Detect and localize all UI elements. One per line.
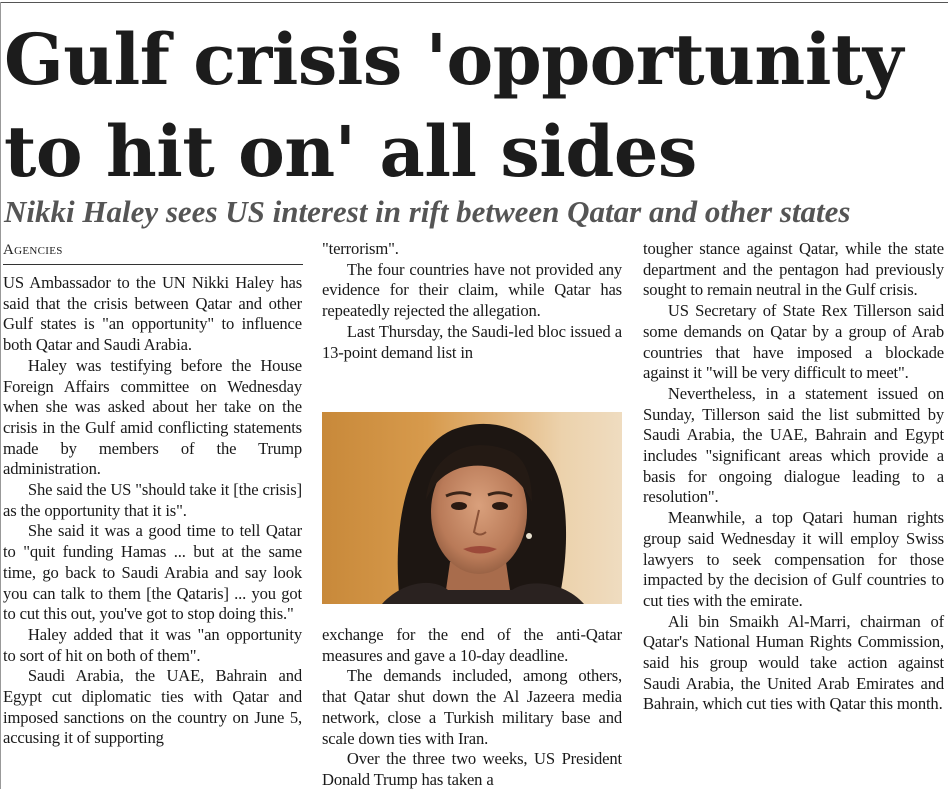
paragraph: The four countries have not provided any evidence for their claim, while Qatar has repeatedly rejected the allegation. <box>322 259 622 321</box>
paragraph: She said the US "should take it [the crisis] as the opportunity that it is". <box>3 480 302 520</box>
paragraph: She said it was a good time to tell Qatar to "quit funding Hamas ... but at the same time, go back to Saudi Arabia and say look you can talk to them [the Qataris] ... you got to cut this out, you've got to stop doing this." <box>3 521 302 624</box>
top-rule <box>0 2 948 3</box>
paragraph: Nevertheless, in a statement issued on Sunday, Tillerson said the list submitted by Saudi Arabia, the UAE, Bahrain and Egypt includes "significant areas which provide a basis for ongoing dialogue leading to a resolution". <box>643 383 944 507</box>
article-column-2-bottom <box>322 625 622 791</box>
paragraph: Haley was testifying before the House Foreign Affairs committee on Wednesday when she was asked about her take on the crisis in the Gulf amid conflicting statements made by members of the Trump administration. <box>3 355 302 479</box>
paragraph: Saudi Arabia, the UAE, Bahrain and Egypt cut diplomatic ties with Qatar and imposed sanctions on the country on June 5, accusing it of supporting <box>3 666 302 748</box>
paragraph: "terrorism". <box>322 239 399 258</box>
article-column-2-top <box>322 239 622 363</box>
byline: Agencies <box>3 241 303 265</box>
paragraph: exchange for the end of the anti-Qatar measures and gave a 10-day deadline. <box>322 625 622 665</box>
article-column-3 <box>643 239 944 715</box>
paragraph: Haley added that it was "an opportunity to sort of hit on both of them". <box>3 624 302 665</box>
paragraph: Meanwhile, a top Qatari human rights group said Wednesday it will employ Swiss lawyers to seek compensation for those impacted by the decision of Gulf countries to cut ties with the emirate. <box>643 508 944 610</box>
paragraph: tougher stance against Qatar, while the state department and the pentagon had previously sought to remain neutral in the Gulf crisis. <box>643 239 944 300</box>
headline: Gulf crisis 'opportunity to hit on' all sides <box>4 18 903 193</box>
paragraph: Last Thursday, the Saudi-led bloc issued a 13-point demand list in <box>322 321 622 362</box>
paragraph: US Ambassador to the UN Nikki Haley has said that the crisis between Qatar and other Gulf states is "an opportunity" to influence both Qatar and Saudi Arabia. <box>3 273 302 355</box>
paragraph: US Secretary of State Rex Tillerson said some demands on Qatar by a group of Arab countries that have imposed a blockade against it "will be very difficult to meet". <box>643 301 944 383</box>
left-rule <box>0 2 1 789</box>
paragraph: Over the three two weeks, US President Donald Trump has taken a <box>322 749 622 789</box>
portrait-photo <box>322 412 622 604</box>
paragraph: The demands included, among others, that Qatar shut down the Al Jazeera media network, close a Turkish military base and scale down ties with Iran. <box>322 666 622 748</box>
article-column-1 <box>3 273 302 749</box>
paragraph: Ali bin Smaikh Al-Marri, chairman of Qatar's National Human Rights Commission, said his group would take action against Saudi Arabia, the United Arab Emirates and Bahrain, which cut ties with Qatar this month. <box>643 611 944 714</box>
subheadline: Nikki Haley sees US interest in rift between Qatar and other states <box>4 194 851 229</box>
